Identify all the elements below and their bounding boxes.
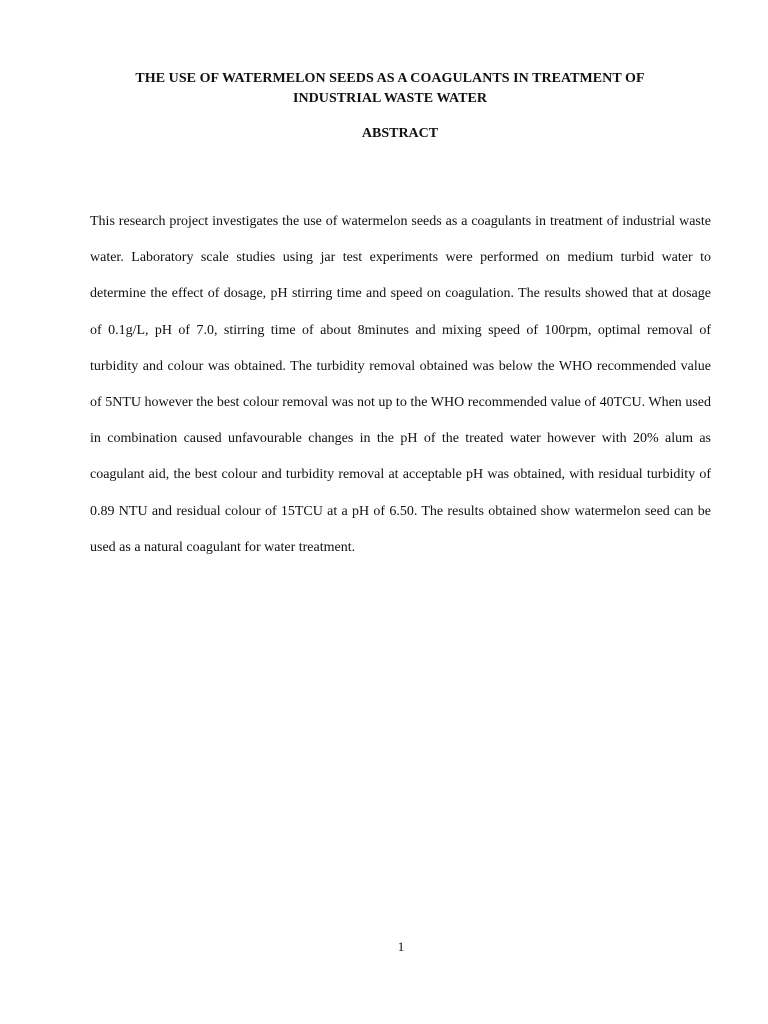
abstract-heading: ABSTRACT: [361, 126, 439, 141]
document-title: THE USE OF WATERMELON SEEDS AS A COAGULANTS IN TREATMENT OF INDUSTRIAL WASTE WATER: [135, 71, 645, 106]
abstract-paragraph: This research project investigates the use of watermelon seeds as a coagulants in treatment of industrial waste water. Laboratory scale studies using jar test experiments were performed on medium turbid water to determine the effect of dosage, pH stirring time and speed on coagulation. The results showed that at dosage of 0.1g/L, pH of 7.0, stirring time of about 8minutes and mixing speed of 100rpm, optimal removal of turbidity and colour was obtained. The turbidity removal obtained was below the WHO recommended value of 5NTU however the best colour removal was not up to the WHO recommended value of 40TCU. When used in combination caused unfavourable changes in the pH of the treated water however with 20% alum as coagulant aid, the best colour and turbidity removal at acceptable pH was obtained, with residual turbidity of 0.89 NTU and residual colour of 15TCU at a pH of 6.50. The results obtained show watermelon seed can be used as a natural coagulant for water treatment.: [90, 214, 711, 555]
page-number: 1: [397, 939, 405, 954]
